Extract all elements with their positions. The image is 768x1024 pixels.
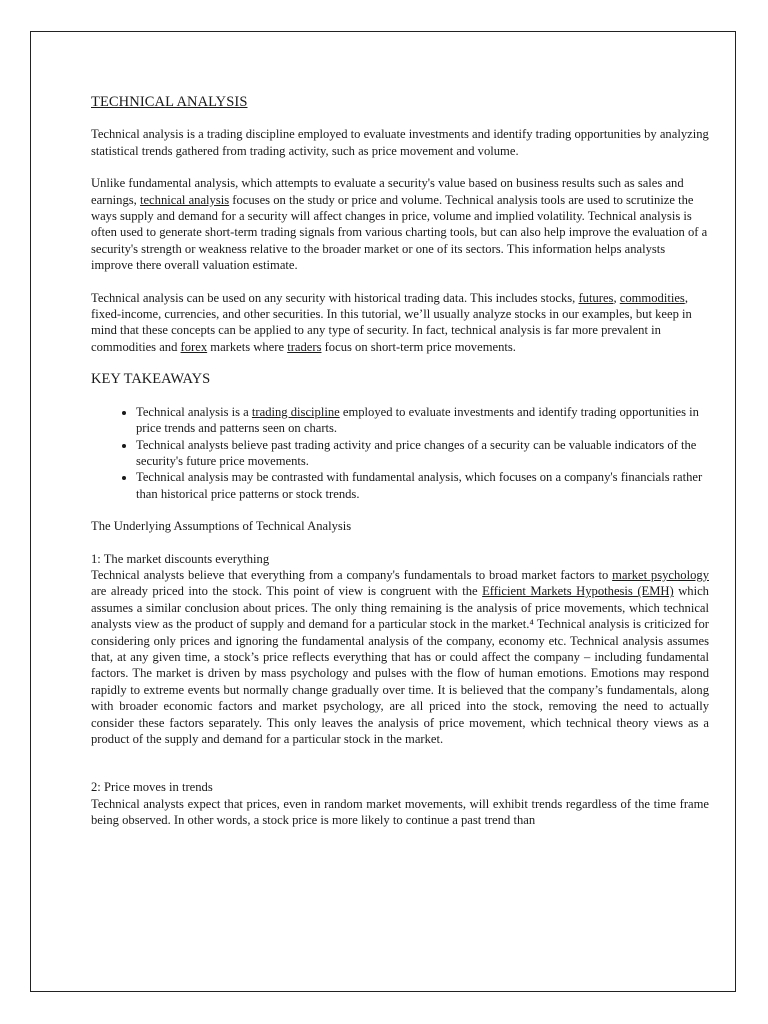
assumptions-heading: The Underlying Assumptions of Technical Analysis: [91, 519, 352, 534]
intro-paragraph: Technical analysis is a trading discipline employed to evaluate investments and identify trading opportunities by analyzing statistical trends gathered from trading activity, such as price movement and volume.: [91, 127, 709, 158]
link-traders[interactable]: traders: [287, 339, 322, 354]
takeaways-list: [91, 404, 709, 502]
link-futures[interactable]: futures: [578, 290, 614, 305]
section-1-title: 1: The market discounts everything: [91, 551, 270, 566]
link-forex[interactable]: forex: [180, 339, 208, 354]
takeaway-item: • Technical analysis may be contrasted with fundamental analysis, which focuses on a company's financials rather than historical price patterns or stock trends.: [136, 469, 709, 502]
link-commodities[interactable]: commodities: [619, 290, 685, 305]
link-efficient-markets-hypothesis[interactable]: Efficient Markets Hypothesis (EMH): [482, 584, 674, 599]
key-takeaways-heading: KEY TAKEAWAYS: [91, 371, 211, 388]
document-title: TECHNICAL ANALYSIS: [91, 94, 248, 110]
paragraph-securities: Technical analysis can be used on any security with historical trading data. This includes stocks, futures, commodities, fixed-income, currencies, and other securities. In this tutorial, we’ll usually analyze stocks in our examples, but keep in mind that these concepts can be applied to any type of security. In fact, technical analysis is far more prevalent in commodities and forex markets where traders focus on short-term price movements.: [91, 290, 692, 354]
paragraph-fundamental-comparison: Unlike fundamental analysis, which attempts to evaluate a security's value based on business results such as sales and earnings, technical analysis focuses on the study or price and volume. Technical analysis tools are used to scrutinize the ways supply and demand for a security will affect changes in price, volume and implied volatility. Technical analysis is often used to generate short-term trading signals from various charting tools, but can also help improve the evaluation of a security's strength or weakness relative to the broader market or one of its sectors. This information helps analysts improve there overall valuation estimate.: [91, 176, 708, 273]
takeaway-item: • Technical analysis is a trading discipline employed to evaluate investments and identify trading opportunities in price trends and patterns seen on charts.: [136, 404, 709, 437]
link-market-psychology[interactable]: market psychology: [612, 567, 709, 582]
section-2-body-wrapper: [91, 796, 709, 830]
link-trading-discipline[interactable]: trading discipline: [251, 404, 340, 419]
spacer: [91, 763, 709, 779]
section-2-body: Technical analysts expect that prices, even in random market movements, will exhibit trends regardless of the time frame being observed. In other words, a stock price is more likely to continue a past trend than: [91, 796, 709, 828]
document-content: [91, 94, 709, 830]
section-2-title: 2: Price moves in trends: [91, 780, 213, 795]
section-1-body: Technical analysts believe that everything from a company's fundamentals to broad market factors to market psychology are already priced into the stock. This point of view is congruent with the Efficient Markets Hypothesis (EMH) which assumes a similar conclusion about prices. The only thing remaining is the analysis of price movements, which technical analysts view as the product of supply and demand for a particular stock in the market.⁴ Technical analysis is criticized for considering only prices and ignoring the fundamental analysis of the company, economy etc. Technical analysis assumes that, at any given time, a stock’s price reflects everything that has or could affect the company – including fundamental factors. The market is driven by mass psychology and pulses with the flow of human emotions. Emotions may respond rapidly to extreme events but normally change gradually over time. It is believed that the company’s fundamentals, along with broader economic factors and market psychology, are all priced into the stock, removing the need to actually consider these factors separately. This only leaves the analysis of price movement, which technical theory views as a product of the supply and demand for a particular stock in the market.: [91, 567, 709, 746]
link-technical-analysis[interactable]: technical analysis: [139, 192, 230, 207]
takeaway-item: • Technical analysts believe past trading activity and price changes of a security can be valuable indicators of the security's future price movements.: [136, 437, 709, 470]
spacer: [91, 747, 709, 763]
document-page: [30, 31, 736, 992]
